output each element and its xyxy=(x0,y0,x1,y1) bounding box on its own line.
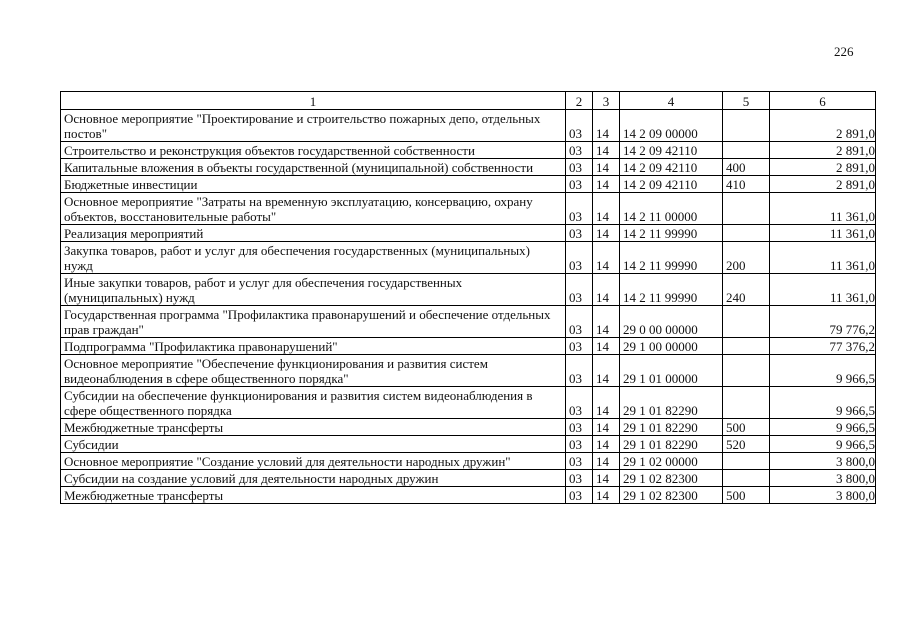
row-subsection: 14 xyxy=(593,355,620,387)
row-target-article: 29 1 01 82290 xyxy=(620,387,723,419)
row-expense-type xyxy=(723,110,770,142)
row-amount: 3 800,0 xyxy=(770,470,876,487)
row-section: 03 xyxy=(566,487,593,504)
table-row xyxy=(61,487,876,504)
row-subsection: 14 xyxy=(593,306,620,338)
row-amount: 3 800,0 xyxy=(770,487,876,504)
row-target-article: 29 1 01 82290 xyxy=(620,436,723,453)
row-subsection: 14 xyxy=(593,436,620,453)
table-row xyxy=(61,453,876,470)
row-amount: 9 966,5 xyxy=(770,419,876,436)
row-amount: 11 361,0 xyxy=(770,274,876,306)
row-amount: 11 361,0 xyxy=(770,193,876,225)
row-name: Субсидии на создание условий для деятельности народных дружин xyxy=(61,470,566,487)
header-row xyxy=(61,92,876,110)
table-row xyxy=(61,306,876,338)
row-section: 03 xyxy=(566,159,593,176)
table-row xyxy=(61,176,876,193)
budget-table xyxy=(60,91,876,504)
row-subsection: 14 xyxy=(593,470,620,487)
row-expense-type xyxy=(723,387,770,419)
row-amount: 2 891,0 xyxy=(770,159,876,176)
table-row xyxy=(61,193,876,225)
row-expense-type: 500 xyxy=(723,487,770,504)
row-target-article: 29 1 02 82300 xyxy=(620,470,723,487)
row-section: 03 xyxy=(566,110,593,142)
row-section: 03 xyxy=(566,419,593,436)
row-name: Иные закупки товаров, работ и услуг для обеспечения государственных (муниципальных) нужд xyxy=(61,274,566,306)
row-amount: 2 891,0 xyxy=(770,176,876,193)
row-section: 03 xyxy=(566,387,593,419)
table-row xyxy=(61,142,876,159)
row-subsection: 14 xyxy=(593,225,620,242)
row-target-article: 14 2 11 99990 xyxy=(620,242,723,274)
row-name: Межбюджетные трансферты xyxy=(61,487,566,504)
header-col-3: 3 xyxy=(593,92,620,110)
row-expense-type: 400 xyxy=(723,159,770,176)
row-name: Строительство и реконструкция объектов государственной собственности xyxy=(61,142,566,159)
row-section: 03 xyxy=(566,225,593,242)
row-amount: 11 361,0 xyxy=(770,242,876,274)
row-amount: 2 891,0 xyxy=(770,142,876,159)
row-section: 03 xyxy=(566,338,593,355)
row-target-article: 29 1 02 00000 xyxy=(620,453,723,470)
table-row xyxy=(61,338,876,355)
table-row xyxy=(61,225,876,242)
row-subsection: 14 xyxy=(593,193,620,225)
header-col-1: 1 xyxy=(61,92,566,110)
row-section: 03 xyxy=(566,306,593,338)
row-amount: 77 376,2 xyxy=(770,338,876,355)
row-section: 03 xyxy=(566,142,593,159)
row-name: Капитальные вложения в объекты государственной (муниципальной) собственности xyxy=(61,159,566,176)
row-target-article: 14 2 09 42110 xyxy=(620,176,723,193)
row-section: 03 xyxy=(566,453,593,470)
table-row xyxy=(61,387,876,419)
row-amount: 79 776,2 xyxy=(770,306,876,338)
row-amount: 9 966,5 xyxy=(770,355,876,387)
row-subsection: 14 xyxy=(593,387,620,419)
table-row xyxy=(61,355,876,387)
table-row xyxy=(61,110,876,142)
row-subsection: 14 xyxy=(593,453,620,470)
row-name: Межбюджетные трансферты xyxy=(61,419,566,436)
row-target-article: 29 1 02 82300 xyxy=(620,487,723,504)
row-amount: 11 361,0 xyxy=(770,225,876,242)
page-number: 226 xyxy=(834,44,854,59)
row-target-article: 14 2 11 99990 xyxy=(620,225,723,242)
table-row xyxy=(61,436,876,453)
row-expense-type xyxy=(723,225,770,242)
header-col-4: 4 xyxy=(620,92,723,110)
row-target-article: 14 2 11 99990 xyxy=(620,274,723,306)
table-row xyxy=(61,470,876,487)
row-section: 03 xyxy=(566,176,593,193)
row-target-article: 29 1 01 00000 xyxy=(620,355,723,387)
row-subsection: 14 xyxy=(593,487,620,504)
row-amount: 9 966,5 xyxy=(770,436,876,453)
row-expense-type xyxy=(723,453,770,470)
row-name: Основное мероприятие "Затраты на временную эксплуатацию, консервацию, охрану объектов, восстановительные работы" xyxy=(61,193,566,225)
row-name: Субсидии xyxy=(61,436,566,453)
row-name: Субсидии на обеспечение функционирования и развития систем видеонаблюдения в сфере общественного порядка xyxy=(61,387,566,419)
row-name: Основное мероприятие "Обеспечение функционирования и развития систем видеонаблюдения в сфере общественного порядка" xyxy=(61,355,566,387)
table-body xyxy=(61,110,876,504)
row-section: 03 xyxy=(566,193,593,225)
row-expense-type xyxy=(723,306,770,338)
row-target-article: 29 1 00 00000 xyxy=(620,338,723,355)
row-target-article: 29 0 00 00000 xyxy=(620,306,723,338)
row-target-article: 14 2 09 42110 xyxy=(620,159,723,176)
row-section: 03 xyxy=(566,274,593,306)
row-section: 03 xyxy=(566,470,593,487)
row-subsection: 14 xyxy=(593,176,620,193)
header-col-6: 6 xyxy=(770,92,876,110)
row-expense-type: 520 xyxy=(723,436,770,453)
row-subsection: 14 xyxy=(593,159,620,176)
row-target-article: 14 2 09 00000 xyxy=(620,110,723,142)
row-name: Закупка товаров, работ и услуг для обеспечения государственных (муниципальных) нужд xyxy=(61,242,566,274)
row-expense-type: 500 xyxy=(723,419,770,436)
row-expense-type xyxy=(723,193,770,225)
row-amount: 9 966,5 xyxy=(770,387,876,419)
row-expense-type: 410 xyxy=(723,176,770,193)
table-row xyxy=(61,242,876,274)
row-amount: 3 800,0 xyxy=(770,453,876,470)
row-expense-type: 240 xyxy=(723,274,770,306)
row-subsection: 14 xyxy=(593,419,620,436)
row-subsection: 14 xyxy=(593,338,620,355)
row-expense-type: 200 xyxy=(723,242,770,274)
row-expense-type xyxy=(723,142,770,159)
row-name: Реализация мероприятий xyxy=(61,225,566,242)
row-target-article: 29 1 01 82290 xyxy=(620,419,723,436)
row-name: Бюджетные инвестиции xyxy=(61,176,566,193)
row-section: 03 xyxy=(566,355,593,387)
header-col-5: 5 xyxy=(723,92,770,110)
row-subsection: 14 xyxy=(593,274,620,306)
row-expense-type xyxy=(723,355,770,387)
row-expense-type xyxy=(723,470,770,487)
row-target-article: 14 2 09 42110 xyxy=(620,142,723,159)
row-subsection: 14 xyxy=(593,242,620,274)
row-name: Подпрограмма "Профилактика правонарушений" xyxy=(61,338,566,355)
row-name: Основное мероприятие "Проектирование и строительство пожарных депо, отдельных постов" xyxy=(61,110,566,142)
table-row xyxy=(61,159,876,176)
row-subsection: 14 xyxy=(593,142,620,159)
table-row xyxy=(61,274,876,306)
row-subsection: 14 xyxy=(593,110,620,142)
row-amount: 2 891,0 xyxy=(770,110,876,142)
row-target-article: 14 2 11 00000 xyxy=(620,193,723,225)
row-expense-type xyxy=(723,338,770,355)
table-row xyxy=(61,419,876,436)
row-name: Государственная программа "Профилактика правонарушений и обеспечение отдельных прав граждан" xyxy=(61,306,566,338)
row-section: 03 xyxy=(566,242,593,274)
header-col-2: 2 xyxy=(566,92,593,110)
row-section: 03 xyxy=(566,436,593,453)
row-name: Основное мероприятие "Создание условий для деятельности народных дружин" xyxy=(61,453,566,470)
